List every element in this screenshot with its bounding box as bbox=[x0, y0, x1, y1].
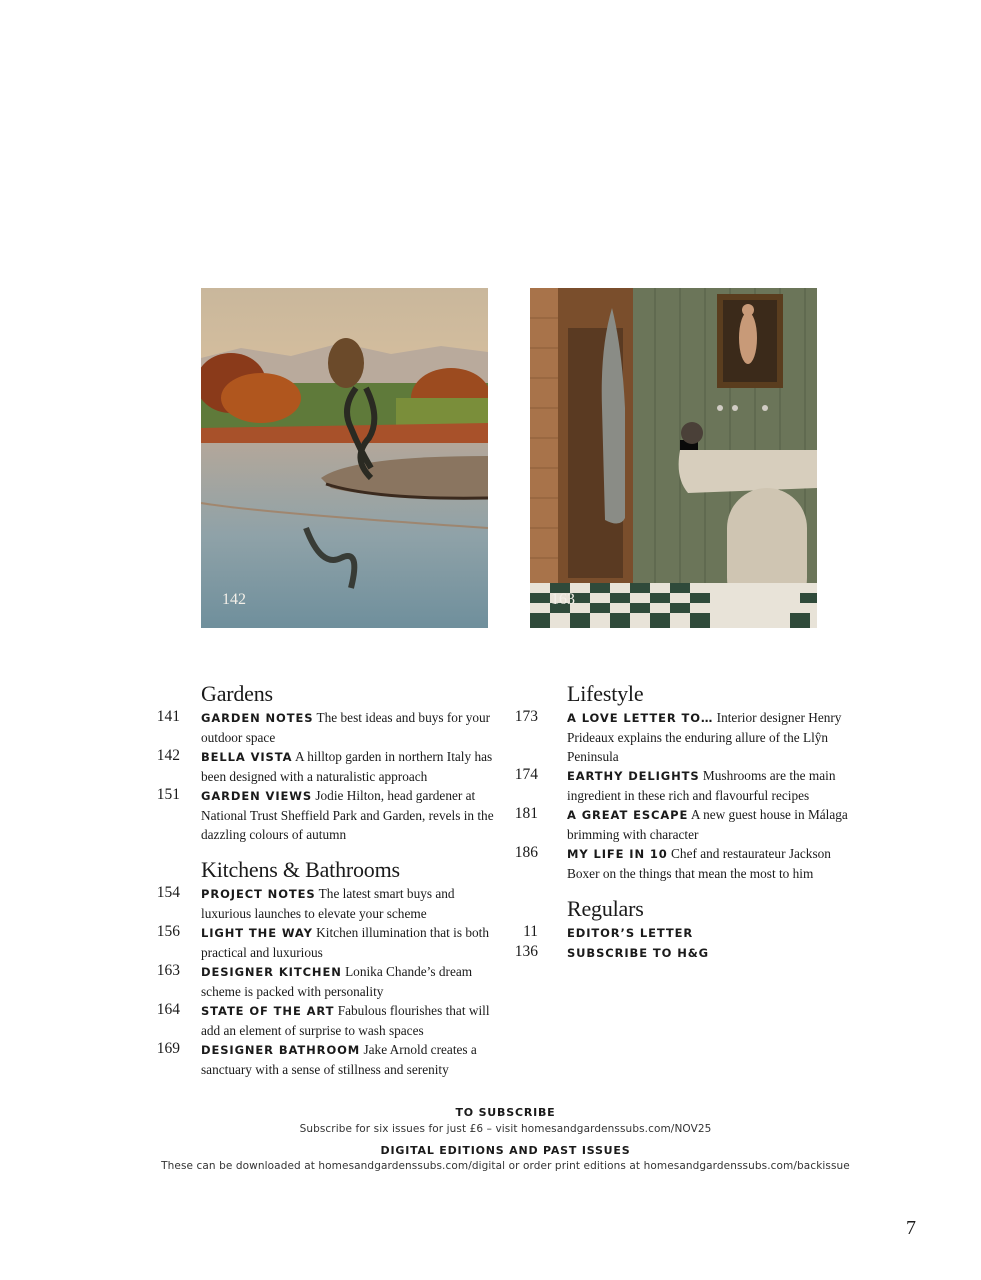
toc-entry bbox=[152, 747, 497, 786]
toc-entry bbox=[152, 1001, 497, 1040]
toc-entry bbox=[152, 1040, 497, 1079]
section-title-kitchens-bathrooms: Kitchens & Bathrooms bbox=[201, 857, 400, 882]
digital-editions-heading: DIGITAL EDITIONS AND PAST ISSUES bbox=[380, 1144, 631, 1157]
toc-entry bbox=[152, 786, 497, 844]
contents-left-column bbox=[152, 680, 497, 1079]
entry-text: Kitchen illumination that is both practical and luxurious bbox=[201, 925, 490, 960]
toc-entry bbox=[510, 805, 865, 844]
entry-page: 142 bbox=[156, 747, 180, 764]
entry-kicker: EARTHY DELIGHTS bbox=[567, 769, 700, 783]
toc-entry bbox=[510, 943, 865, 963]
entry-page: 154 bbox=[156, 884, 180, 901]
page-number: 7 bbox=[906, 1217, 916, 1239]
digital-editions-text: These can be downloaded at homesandgardenssubs.com/digital or order print editions at homesandgardenssubs.com/backissue bbox=[161, 1160, 850, 1172]
entry-text: Mushrooms are the main ingredient in these rich and flavourful recipes bbox=[567, 768, 836, 803]
entry-page: 141 bbox=[156, 708, 180, 725]
entry-page: 11 bbox=[523, 923, 538, 940]
entry-kicker: SUBSCRIBE TO H&G bbox=[567, 946, 709, 960]
entry-text: Jake Arnold creates a sanctuary with a sense of stillness and serenity bbox=[201, 1042, 477, 1077]
entry-kicker: DESIGNER BATHROOM bbox=[201, 1043, 361, 1057]
entry-page: 174 bbox=[514, 766, 538, 783]
toc-entry bbox=[152, 962, 497, 1001]
bathroom-image bbox=[530, 288, 817, 628]
entry-text: Chef and restaurateur Jackson Boxer on the things that mean the most to him bbox=[567, 846, 831, 881]
garden-photo bbox=[201, 288, 488, 628]
toc-entry bbox=[152, 708, 497, 747]
entry-kicker: A LOVE LETTER TO… bbox=[567, 711, 714, 725]
entry-kicker: STATE OF THE ART bbox=[201, 1004, 335, 1018]
digital-editions-block bbox=[0, 1144, 981, 1172]
entry-page: 164 bbox=[156, 1001, 180, 1018]
contents-right-column bbox=[510, 680, 865, 963]
entry-text: A hilltop garden in northern Italy has been designed with a naturalistic approach bbox=[201, 749, 493, 784]
entry-kicker: A GREAT ESCAPE bbox=[567, 808, 689, 822]
entry-text: The latest smart buys and luxurious launches to elevate your scheme bbox=[201, 886, 455, 921]
toc-entry bbox=[510, 844, 865, 883]
entry-text: The best ideas and buys for your outdoor space bbox=[201, 710, 491, 745]
entry-page: 163 bbox=[156, 962, 180, 979]
photo-page-number: 163 bbox=[551, 591, 575, 608]
toc-entry bbox=[510, 923, 865, 943]
entry-kicker: PROJECT NOTES bbox=[201, 887, 316, 901]
garden-image bbox=[201, 288, 488, 628]
entry-page: 169 bbox=[156, 1040, 180, 1057]
entry-page: 136 bbox=[514, 943, 538, 960]
section-title-regulars: Regulars bbox=[567, 896, 644, 921]
entry-kicker: BELLA VISTA bbox=[201, 750, 293, 764]
entry-text: Fabulous flourishes that will add an element of surprise to wash spaces bbox=[201, 1003, 490, 1038]
entry-kicker: LIGHT THE WAY bbox=[201, 926, 313, 940]
entry-text: A new guest house in Málaga brimming with character bbox=[567, 807, 848, 842]
entry-kicker: DESIGNER KITCHEN bbox=[201, 965, 342, 979]
entry-text: Lonika Chande’s dream scheme is packed with personality bbox=[201, 964, 473, 999]
entry-page: 173 bbox=[514, 708, 538, 725]
subscribe-heading: TO SUBSCRIBE bbox=[455, 1106, 556, 1119]
toc-entry bbox=[152, 884, 497, 923]
photo-page-number: 142 bbox=[222, 591, 246, 608]
subscribe-text: Subscribe for six issues for just £6 – visit homesandgardenssubs.com/NOV25 bbox=[299, 1123, 712, 1135]
entry-text: Interior designer Henry Prideaux explains the enduring allure of the Llŷn Peninsula bbox=[567, 710, 842, 764]
section-title-gardens: Gardens bbox=[201, 681, 273, 706]
entry-kicker: GARDEN VIEWS bbox=[201, 789, 313, 803]
entry-page: 181 bbox=[514, 805, 538, 822]
section-title-lifestyle: Lifestyle bbox=[567, 681, 644, 706]
subscribe-block bbox=[0, 1106, 981, 1135]
entry-page: 156 bbox=[156, 923, 180, 940]
entry-text: Jodie Hilton, head gardener at National Trust Sheffield Park and Garden, revels in the dazzling colours of autumn bbox=[201, 788, 494, 842]
entry-kicker: GARDEN NOTES bbox=[201, 711, 314, 725]
toc-entry bbox=[152, 923, 497, 962]
entry-page: 151 bbox=[156, 786, 180, 803]
toc-entry bbox=[510, 708, 865, 766]
entry-kicker: MY LIFE IN 10 bbox=[567, 847, 668, 861]
toc-entry bbox=[510, 766, 865, 805]
bathroom-photo bbox=[530, 288, 817, 628]
entry-kicker: EDITOR’S LETTER bbox=[567, 926, 694, 940]
entry-page: 186 bbox=[514, 844, 538, 861]
